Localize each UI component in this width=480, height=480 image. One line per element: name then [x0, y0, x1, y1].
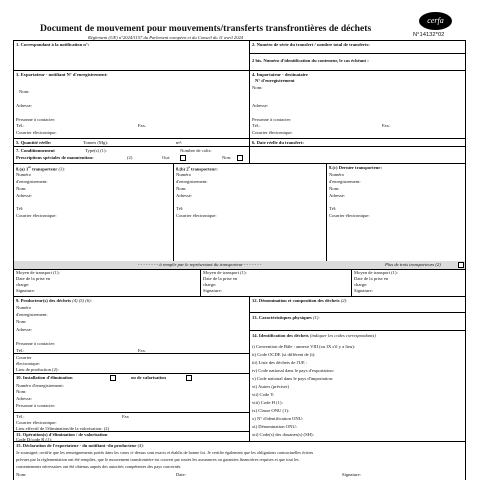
section-7-label: 7. Conditionnement	[16, 148, 55, 153]
carrier-last-name-label: Nom:	[329, 186, 340, 191]
handling-label: Prescriptions spéciales de manutention:	[16, 155, 94, 160]
carrier-1-reg-label: d'enregistrement:	[16, 179, 48, 184]
declaration-signature-label: Signature:	[342, 472, 361, 477]
transport-1-signature-label: Signature:	[16, 288, 35, 293]
waste-id-item: vii) Code Y:	[252, 392, 275, 397]
transport-2-date-label-2: charge:	[203, 282, 217, 287]
producer-number-label: Numéro	[16, 305, 32, 310]
transport-2-signature-label: Signature:	[203, 288, 222, 293]
waste-id-item: vi) Autres (préciser)	[252, 384, 289, 389]
divider	[13, 138, 466, 139]
divider	[249, 330, 466, 331]
section-11-label: 11. Opération(s) d'élimination / de valorisation	[16, 432, 108, 437]
divider	[13, 412, 249, 413]
exporter-email-label: Courrier électronique:	[16, 130, 57, 135]
facility-name-label: Nom:	[16, 389, 27, 394]
handling-yes-checkbox[interactable]	[180, 155, 186, 161]
carrier-1-name-label: Nom:	[16, 186, 27, 191]
producer-contact-label: Personne à contacter:	[16, 341, 56, 346]
package-count-label: Nombre de colis:	[180, 148, 212, 153]
declaration-line-3: consentements nécessaires ont été obtenus auprès des autorités compétentes des pays concernés.	[16, 464, 182, 469]
handling-no-label: Non:	[222, 155, 232, 160]
operation-code-label: Code D/code R (1):	[16, 437, 53, 442]
exporter-address-label: Adresse:	[16, 103, 33, 108]
transport-1-means-label: Moyen de transport (1):	[16, 270, 60, 275]
transport-3-date-label: Date de la prise en	[354, 276, 389, 281]
waste-id-item: v) Code national dans le pays d'importation:	[252, 376, 334, 381]
section-4-label-2: N° d'enregistrement	[255, 78, 295, 83]
divider	[13, 441, 466, 442]
m3-label: m³:	[176, 140, 183, 145]
carrier-1-tel-label: Tél:	[16, 206, 24, 211]
divider	[249, 296, 250, 441]
recovery-label: ou de valorisation	[131, 375, 166, 380]
facility-reg-label: Numéro d'enregistrement:	[16, 383, 64, 388]
section-9-label: 9. Producteur(s) des déchets (4) (5) (6):	[16, 298, 93, 303]
handling-no-checkbox[interactable]	[237, 155, 243, 161]
transport-3-signature-label: Signature:	[354, 288, 373, 293]
importer-name-label: Nom:	[252, 85, 263, 90]
carrier-representative-note: - - - - - - - - à remplir par le représentant du transporteur - - - - - - -	[138, 262, 262, 267]
carrier-1-address-label: Adresse:	[16, 193, 33, 198]
facility-contact-label: Personne à contacter:	[16, 403, 56, 408]
facility-email-label: Courrier électronique:	[16, 420, 57, 425]
carrier-2-address-label: Adresse:	[176, 193, 193, 198]
divider	[13, 296, 466, 297]
declaration-line-2: prévues par la réglementation ont été remplies, que le mouvement transfrontière est couvert par toutes les assurances ou garanties financières requises et que tout les	[16, 457, 299, 462]
importer-address-label: Adresse:	[252, 103, 269, 108]
importer-email-label: Courrier électronique:	[252, 130, 293, 135]
divider	[13, 373, 249, 374]
section-12-label: 12. Dénomination et composition des déchets (2):	[252, 298, 348, 303]
section-10-label: 10. Installation d'élimination	[16, 375, 73, 380]
declaration-date-label: Date:	[176, 472, 186, 477]
producer-fax-label: Fax.	[138, 348, 147, 353]
carrier-2-name-label: Nom:	[176, 186, 187, 191]
section-5-label: 5. Quantité réelle:	[16, 140, 52, 145]
package-type-label: Type(s) (1):	[85, 148, 107, 153]
carrier-last-email-label: Courrier électronique:	[329, 213, 370, 218]
section-13-label: 13. Caractéristiques physiques (1):	[252, 315, 320, 320]
carrier-2-number-label: Numéro	[176, 172, 192, 177]
producer-reg-label: d'enregistrement:	[16, 312, 48, 317]
exporter-fax-label: Fax.	[138, 123, 147, 128]
divider	[13, 353, 249, 354]
divider	[249, 53, 466, 54]
waste-id-item: ix) Classe ONU (1):	[252, 408, 290, 413]
transport-1-date-label-2: charge:	[16, 282, 30, 287]
waste-id-item: ii) Code OCDE (si différent de (i):	[252, 352, 316, 357]
waste-id-item: xii) Code(s) des douanes(s) (SH):	[252, 432, 314, 437]
waste-id-item: xi) Dénomination ONU:	[252, 424, 297, 429]
carrier-2-label: 8.(b) 2e transporteur:	[176, 165, 218, 172]
more-carriers-checkbox[interactable]	[458, 262, 464, 268]
importer-fax-label: Fax.	[382, 123, 391, 128]
divider	[200, 269, 201, 296]
section-1-label: 1. Correspondant à la notification n°:	[16, 42, 90, 47]
divider	[249, 40, 250, 163]
section-2-label: 2. Numéro de série du transfert / nombre total de transferts:	[252, 42, 370, 47]
waste-id-item: iii) Liste des déchets de l'UE :	[252, 360, 308, 365]
transport-3-date-label-2: charge:	[354, 282, 368, 287]
handling-yes-label: Oui:	[162, 155, 171, 160]
carrier-1-number-label: Numéro	[16, 172, 32, 177]
waste-id-item: i) Convention de Bâle : annexe VIII (ou IX s'il y a lieu):	[252, 344, 356, 349]
recovery-checkbox[interactable]	[186, 375, 192, 381]
facility-tel-label: Tél.:	[16, 414, 25, 419]
transport-3-means-label: Moyen de transport (1):	[354, 270, 398, 275]
divider	[173, 163, 174, 261]
producer-name-label: Nom:	[16, 319, 27, 324]
transport-2-means-label: Moyen de transport (1):	[203, 270, 247, 275]
importer-contact-label: Personne à contacter:	[252, 117, 292, 122]
producer-email-label: Courrier	[16, 355, 32, 360]
divider	[13, 163, 466, 164]
divider	[326, 163, 327, 261]
carrier-last-address-label: Adresse:	[329, 193, 346, 198]
divider	[249, 312, 466, 313]
disposal-checkbox[interactable]	[110, 375, 116, 381]
regulation-subtitle: Règlement (UE) n°2024/1157 du Parlement européen et du Conseil du 11 avril 2024	[88, 35, 244, 40]
handling-note: (2)	[127, 155, 133, 160]
producer-tel-label: Tél.:	[16, 348, 25, 353]
facility-fax-label: Fax	[122, 414, 129, 419]
form-frame	[13, 40, 466, 480]
divider	[13, 146, 466, 147]
form-number: N°14132*02	[413, 32, 445, 38]
waste-id-item: x) N° d'identification ONU:	[252, 416, 304, 421]
carrier-1-email-label: Courrier électronique:	[16, 213, 57, 218]
facility-site-label: Lieu effectif de l'élimination/de la valorisation: (2)	[16, 426, 110, 431]
exporter-tel-label: Tél.:	[16, 123, 25, 128]
divider	[351, 269, 352, 296]
section-14-label: 14. Identification des déchets (indiquer les codes correspondants)	[252, 333, 376, 338]
producer-site-label: Lieu de production (2):	[16, 367, 59, 372]
waste-id-item: iv) Code national dans le pays d'exportation:	[252, 368, 334, 373]
exporter-name-label: Nom:	[19, 89, 30, 94]
declaration-line-1: Je soussigné, certifie que les renseignements portés dans les cases ci-dessus sont exacts et établis de bonne foi. Je certifie également que les obligations contractuelles écrites	[16, 450, 314, 455]
tonnes-label: Tonnes (Mg):	[83, 140, 109, 145]
importer-tel-label: Tél.:	[252, 123, 261, 128]
document-title: Document de mouvement pour mouvements/transferts transfrontières de déchets	[40, 23, 372, 34]
cerfa-logo: cerfa	[419, 12, 452, 30]
producer-email-label-2: électronique:	[16, 361, 40, 366]
section-4-label: 4. Importateur - destinataire	[252, 72, 308, 77]
facility-address-label: Adresse:	[16, 396, 33, 401]
transport-2-date-label: Date de la prise en	[203, 276, 238, 281]
carrier-2-reg-label: d'enregistrement:	[176, 179, 208, 184]
section-2bis-label: 2 bis. Numéro d'identification du conteneur, le cas échéant :	[252, 58, 369, 63]
carrier-last-reg-label: d'enregistrement:	[329, 179, 361, 184]
exporter-contact-label: Personne à contacter:	[16, 117, 56, 122]
section-6-label: 6. Date réelle du transfert:	[252, 140, 304, 145]
transport-1-date-label: Date de la prise en	[16, 276, 51, 281]
carrier-2-tel-label: Tél:	[176, 206, 184, 211]
more-carriers-label: Plus de trois transporteurs (2)	[385, 262, 441, 267]
carrier-last-tel-label: Tél:	[329, 206, 337, 211]
section-3-label: 3. Exportateur - notifiant N° d'enregistrement:	[16, 72, 108, 77]
carrier-last-number-label: Numéro	[329, 172, 345, 177]
producer-address-label: Adresse:	[16, 327, 33, 332]
carrier-2-email-label: Courrier électronique:	[176, 213, 217, 218]
waste-id-item: viii) Code H (1):	[252, 400, 283, 405]
carrier-1-label: 8.(a) 1er transporteur (3):	[16, 165, 66, 172]
divider	[13, 70, 466, 71]
carrier-last-label: 8.(c) Dernier transporteur:	[329, 165, 382, 170]
section-15-label: 15. Déclaration de l'exportateur - du notifiant -du producteur (4):	[16, 443, 145, 448]
declaration-name-label: Nom:	[16, 472, 27, 477]
